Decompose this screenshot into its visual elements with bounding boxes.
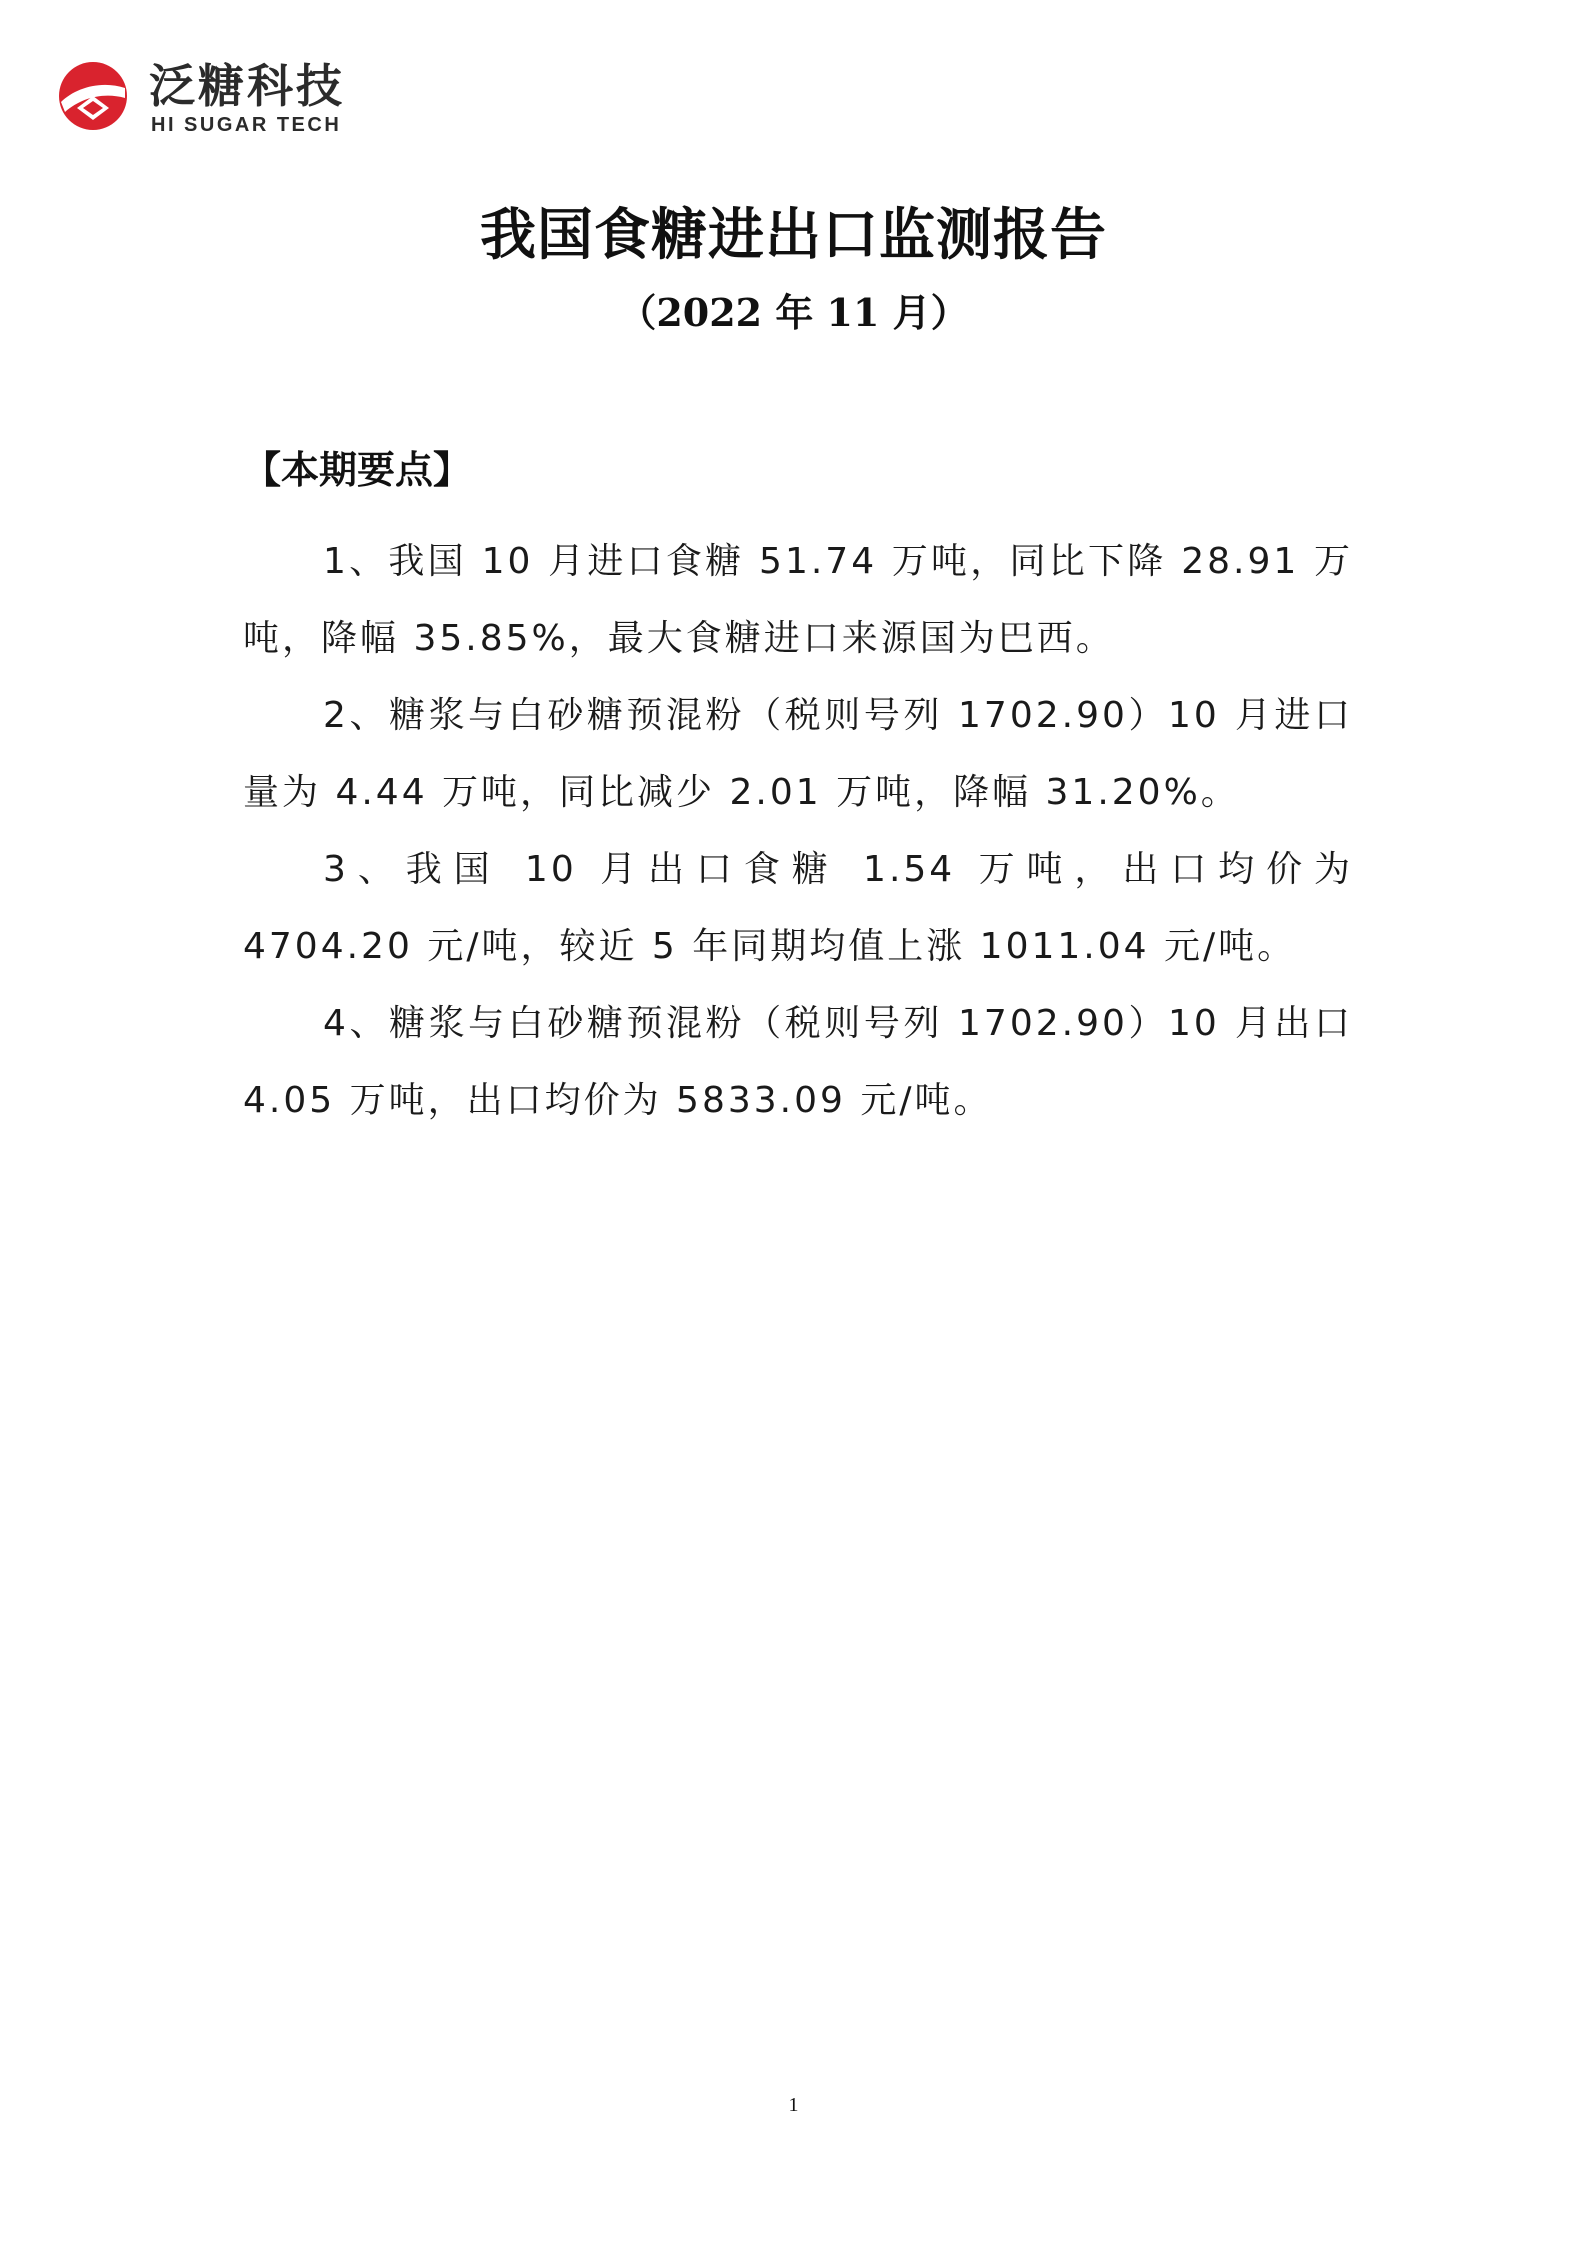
key-point-item: 4、糖浆与白砂糖预混粉（税则号列 1702.90）10 月出口 4.05 万吨，出口均价为 5833.09 元/吨。 [243,1003,1353,1121]
key-points-list [243,523,1353,1139]
key-point-item: 3、我国 10 月出口食糖 1.54 万吨，出口均价为 4704.20 元/吨，较近 5 年同期均值上涨 1011.04 元/吨。 [243,849,1353,967]
document-subtitle: （2022 年 11 月） [618,290,969,335]
key-point-item: 1、我国 10 月进口食糖 51.74 万吨，同比下降 28.91 万吨，降幅 35.85%，最大食糖进口来源国为巴西。 [243,541,1353,659]
hi-sugar-tech-logo-icon [55,58,131,134]
document-title: 我国食糖进出口监测报告 [480,202,1107,268]
key-point-item: 2、糖浆与白砂糖预混粉（税则号列 1702.90）10 月进口量为 4.44 万吨，同比减少 2.01 万吨，降幅 31.20%。 [243,695,1353,813]
company-logo [55,58,385,138]
logo-english-name: HI SUGAR TECH [151,114,342,136]
logo-chinese-name: 泛糖科技 [149,59,345,113]
page-number: 1 [788,2094,799,2116]
section-heading-key-points: 【本期要点】 [243,448,472,492]
